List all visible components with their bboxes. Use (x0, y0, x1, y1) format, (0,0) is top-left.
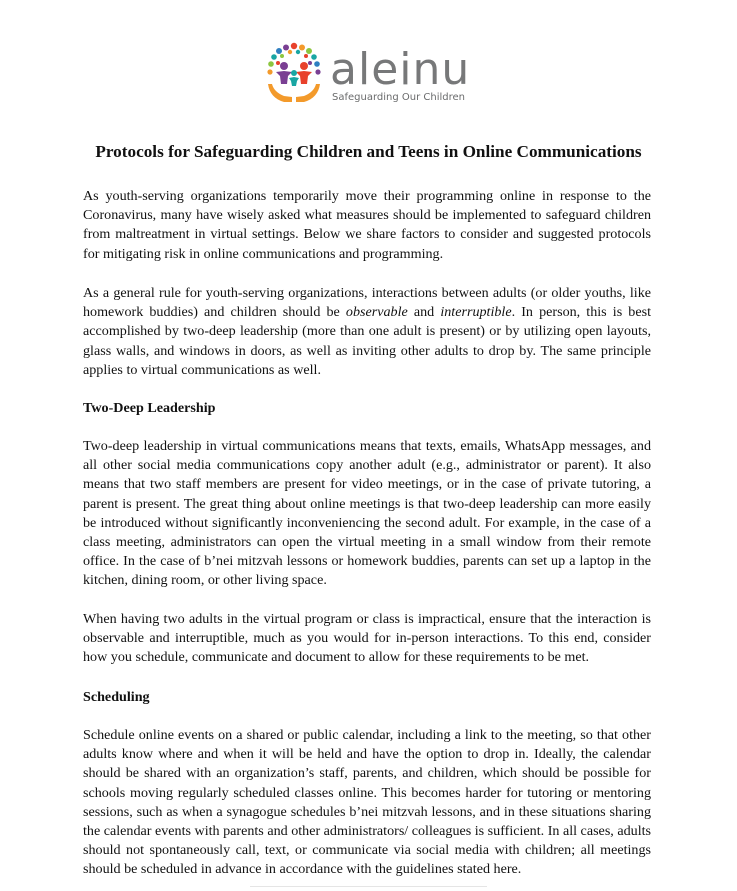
footer-divider (250, 886, 487, 887)
observable-emphasis: observable (345, 304, 408, 321)
interruptible-emphasis: interruptible (440, 304, 512, 321)
general-rule-text-3: . In person, this is best accomplished by two-deep leadership (more than one adult is present) or by utilizing open layouts, glass walls, and windows in doors, as well as inviting other adults to drop by. The same principle applies to virtual communications as well. (83, 304, 651, 378)
intro-paragraph: As youth-serving organizations temporarily move their programming online in response to the Coronavirus, many have wisely asked what measures should be implemented to safeguard children from maltreatment in virtual settings. Below we share factors to consider and suggested protocols for mitigating risk in online communications and programming. (83, 188, 651, 262)
section-heading-scheduling: Scheduling (83, 689, 150, 705)
aleinu-logo-icon (262, 40, 326, 110)
logo-wordmark: aleinu (330, 44, 471, 95)
two-deep-leadership-paragraph-1: Two-deep leadership in virtual communications means that texts, emails, WhatsApp messages, and all other social media communications copy another adult (e.g., administrator or parent). It also means that two staff members are present for video meetings, or in the case of private tutoring, a parent is present. The great thing about online meetings is that two-deep leadership can more easily be introduced without significantly inconveniencing the second adult. For example, in the case of a class meeting, administrators can open the virtual meeting in a small window from their remote office. In the case of b’nei mitzvah lessons or homework buddies, parents can set up a laptop in the kitchen, dining room, or other living space. (83, 438, 651, 589)
two-deep-leadership-paragraph-2: When having two adults in the virtual program or class is impractical, ensure that the interaction is observable and interruptible, much as you would for in-person interactions. To this end, consider how you schedule, communicate and document to allow for these requirements to be met. (83, 611, 651, 666)
aleinu-logo (262, 40, 482, 112)
section-heading-two-deep-leadership: Two-Deep Leadership (83, 400, 216, 416)
general-rule-text-1: As a general rule for youth-serving organizations, interactions between adults (or older youths, like homework buddies) and children should be (83, 285, 651, 321)
scheduling-paragraph: Schedule online events on a shared or public calendar, including a link to the meeting, so that other adults know where and when it will be held and have the option to drop in. Ideally, the calendar should be shared with an organization’s staff, parents, and children, which should be possible for schools moving regularly scheduled classes online. This becomes harder for tutoring or mentoring sessions, such as when a synagogue schedules b’nei mitzvah lessons, and in these situations sharing the calendar events with parents and other administrators/ colleagues is sufficient. In all cases, adults should not spontaneously call, text, or communicate via social media with children; all meetings should be scheduled in advance in accordance with the guidelines stated here. (83, 727, 652, 878)
logo-tagline: Safeguarding Our Children (332, 92, 465, 103)
general-rule-text-2: and (407, 304, 441, 321)
document-title: Protocols for Safeguarding Children and Teens in Online Communications (95, 142, 642, 161)
general-rule-paragraph (83, 284, 651, 380)
